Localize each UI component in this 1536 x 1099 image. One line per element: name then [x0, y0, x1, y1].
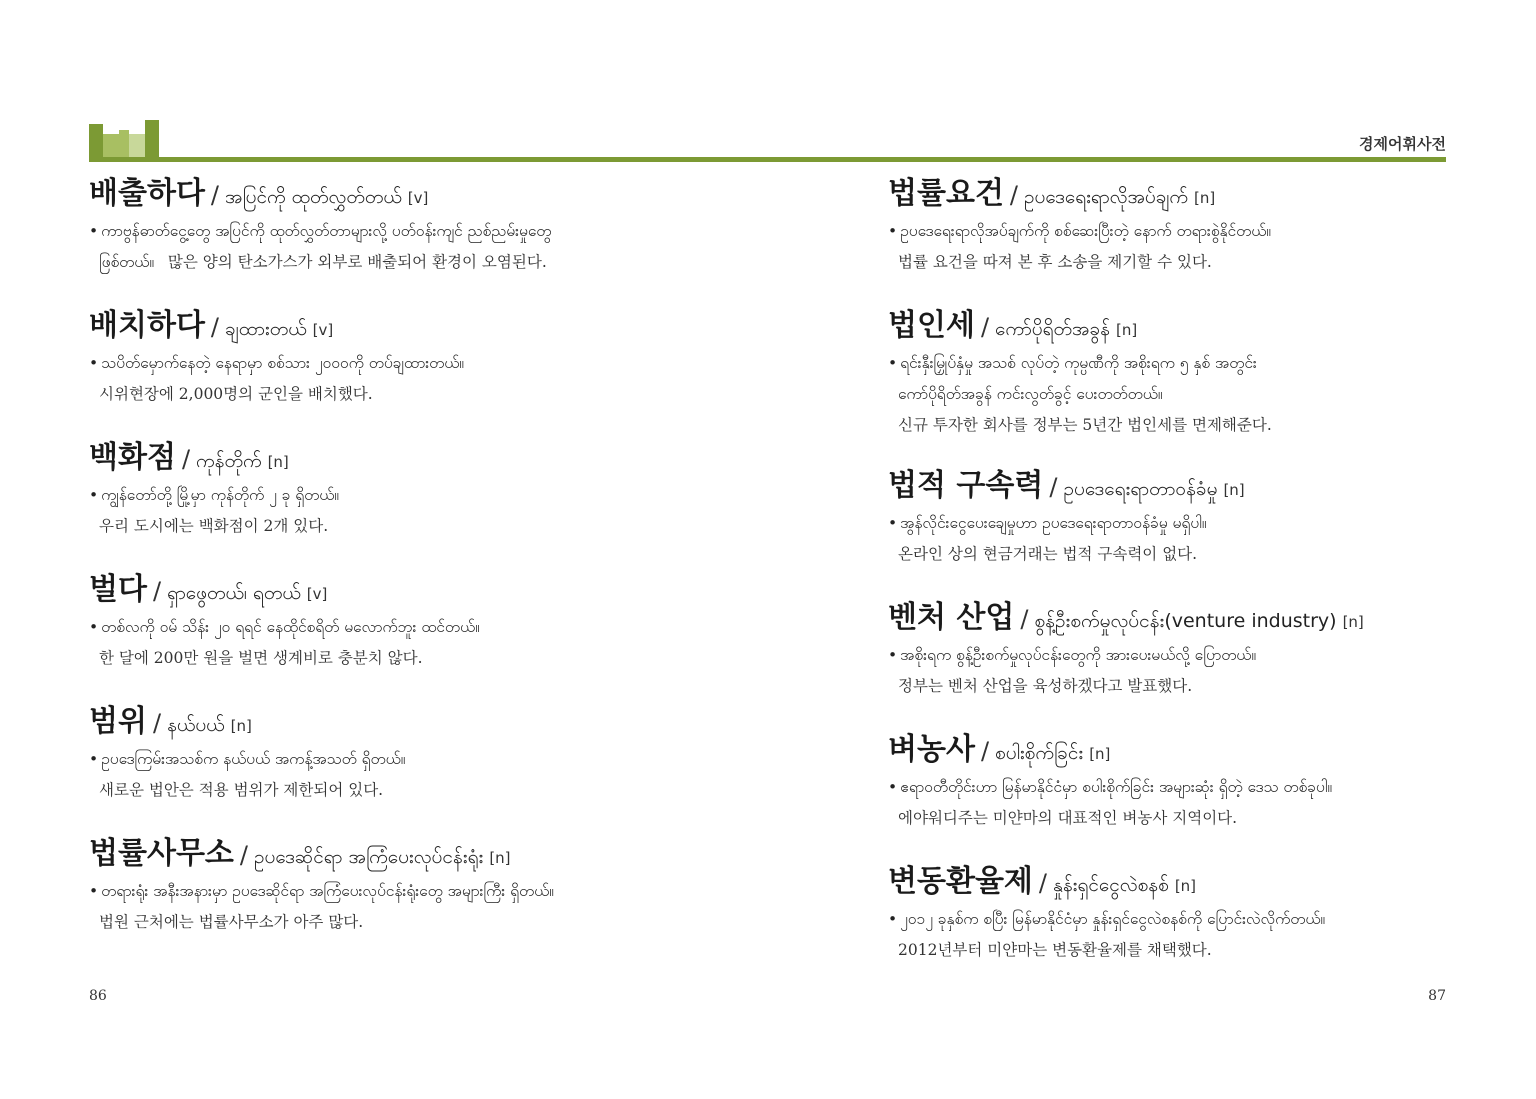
- example-korean: 신규 투자한 회사를 정부는 5년간 법인세를 면제해준다.: [898, 416, 1272, 434]
- example-myanmar: • ၂၀၁၂ ခုနှစ်က စပြီး မြန်မာနိုင်ငံမှာ နှုန်းရှင်ငွေလဲစနစ်ကို ပြောင်းလဲလိုက်တယ်။: [888, 910, 1326, 928]
- dictionary-entry: [888, 728, 1528, 860]
- entry-pos: [n]: [1223, 481, 1245, 499]
- example-korean: 한 달에 200만 원을 벌면 생계비로 충분치 않다.: [99, 649, 423, 667]
- example-myanmar: • သပိတ်မှောက်နေတဲ့ နေရာမှာ စစ်သား ၂၀၀၀ကို တပ်ချထားတယ်။: [89, 354, 464, 372]
- example-korean: 새로운 법안은 적용 범위가 제한되어 있다.: [99, 781, 384, 799]
- page-number-left: 86: [89, 988, 107, 1004]
- left-page-column: [89, 172, 729, 964]
- dictionary-entry: [89, 436, 729, 568]
- book-title: 경제어휘사전: [1359, 135, 1446, 153]
- example-korean: 온라인 상의 현금거래는 법적 구속력이 없다.: [898, 545, 1198, 563]
- entry-meaning: ချထားတယ်: [225, 318, 307, 340]
- dictionary-entry: [888, 172, 1528, 304]
- entry-heading: 변동환율제 / နှုန်းရှင်ငွေလဲစနစ် [n]: [888, 864, 1197, 899]
- example-myanmar: • ဥပဒေရေးရာလိုအပ်ချက်ကို စစ်ဆေးပြီးတဲ့ နောက် တရားစွဲနိုင်တယ်။: [888, 222, 1271, 240]
- example-myanmar: • ဥပဒေကြမ်းအသစ်က နယ်ပယ် အကန့်အသတ် ရှိတယ်။: [89, 750, 406, 768]
- entry-word: 법률요건: [888, 176, 1004, 211]
- dictionary-entry: [888, 860, 1528, 992]
- example-myanmar: • ကျွန်တော်တို့ မြို့မှာ ကုန်တိုက် ၂ ခု ရှိတယ်။: [89, 486, 339, 504]
- dictionary-entry: [888, 464, 1528, 596]
- example-myanmar: • တစ်လကို ဝမ် သိန်း ၂၀ ရရင် နေထိုင်စရိတ် မလောက်ဘူး ထင်တယ်။: [89, 618, 480, 636]
- entry-heading: 배치하다 / ချထားတယ် [v]: [89, 308, 334, 343]
- example-myanmar: • အစိုးရက စွန့်ဦးစက်မှုလုပ်ငန်းတွေကို အားပေးမယ်လို့ ပြောတယ်။: [888, 646, 1257, 664]
- example-korean: 우리 도시에는 백화점이 2개 있다.: [99, 517, 329, 535]
- example-korean: 법원 근처에는 법률사무소가 아주 많다.: [99, 913, 364, 931]
- example-korean: 많은 양의 탄소가스가 외부로 배출되어 환경이 오염된다.: [167, 253, 547, 271]
- entry-heading: 법률요건 / ဥပဒေရေးရာလိုအပ်ချက် [n]: [888, 176, 1216, 211]
- example-korean: 2012년부터 미얀마는 변동환율제를 채택했다.: [898, 941, 1212, 959]
- example-myanmar: • ရင်းနှီးမြှုပ်နှံမှု အသစ် လုပ်တဲ့ ကုမ္ပဏီကို အစိုးရက ၅ နှစ် အတွင်း: [888, 354, 1257, 372]
- entry-word: 배치하다: [89, 308, 205, 343]
- entry-word: 법적 구속력: [888, 468, 1044, 503]
- entry-heading: 법인세 / ကော်ပိုရိတ်အခွန် [n]: [888, 308, 1138, 343]
- entry-meaning: ဥပဒေဆိုင်ရာ အကြံပေးလုပ်ငန်းရုံး: [254, 846, 484, 868]
- entry-word: 백화점: [89, 440, 176, 475]
- example-myanmar-cont: ဖြစ်တယ်။ 많은 양의 탄소가스가 외부로 배출되어 환경이 오염된다.: [99, 253, 547, 271]
- entry-word: 변동환율제: [888, 864, 1033, 899]
- dictionary-entry: [89, 700, 729, 832]
- example-korean: 법률 요건을 따져 본 후 소송을 제기할 수 있다.: [898, 253, 1212, 271]
- dictionary-entry: [89, 568, 729, 700]
- dictionary-entry: [89, 832, 729, 964]
- entry-pos: [n]: [1089, 745, 1111, 763]
- entry-word: 벼농사: [888, 732, 975, 767]
- entry-pos: [n]: [230, 717, 252, 735]
- entry-meaning: စပါးစိုက်ခြင်း: [995, 742, 1084, 764]
- example-myanmar-cont: ကော်ပိုရိတ်အခွန် ကင်းလွတ်ခွင့် ပေးတတ်တယ်။: [898, 385, 1163, 403]
- entry-pos: [n]: [1342, 613, 1364, 631]
- entry-meaning: အပြင်ကို ထုတ်လွှတ်တယ်: [225, 186, 402, 208]
- entry-pos: [n]: [1174, 877, 1197, 895]
- entry-meaning: ဥပဒေရေးရာလိုအပ်ချက်: [1024, 186, 1189, 208]
- header-rule: [89, 157, 1446, 162]
- entry-heading: 법적 구속력 / ဥပဒေရေးရာတာဝန်ခံမှု [n]: [888, 468, 1245, 503]
- entry-heading: 범위 / နယ်ပယ် [n]: [89, 704, 252, 739]
- entry-meaning: နှုန်းရှင်ငွေလဲစနစ်: [1053, 874, 1169, 896]
- entry-pos: [v]: [306, 585, 328, 603]
- entry-meaning: စွန့်ဦးစက်မှုလုပ်ငန်း(venture industry): [1034, 610, 1337, 632]
- entry-meaning: ကော်ပိုရိတ်အခွန်: [995, 318, 1110, 340]
- dictionary-entry: [888, 304, 1528, 464]
- entry-heading: 벼농사 / စပါးစိုက်ခြင်း [n]: [888, 732, 1111, 767]
- entry-heading: 벤처 산업 / စွန့်ဦးစက်မှုလုပ်ငန်း(venture industry) [n]: [888, 600, 1364, 635]
- page-number-right: 87: [1428, 988, 1446, 1004]
- entry-heading: 벌다 / ရှာဖွေတယ်၊ ရတယ် [v]: [89, 572, 328, 607]
- right-page-column: [888, 172, 1528, 992]
- dictionary-entry: [888, 596, 1528, 728]
- entry-heading: 법률사무소 / ဥပဒေဆိုင်ရာ အကြံပေးလုပ်ငန်းရုံး [n]: [89, 836, 511, 871]
- entry-word: 범위: [89, 704, 147, 739]
- entry-word: 법률사무소: [89, 836, 234, 871]
- example-myanmar: • ဧရာဝတီတိုင်းဟာ မြန်မာနိုင်ငံမှာ စပါးစိုက်ခြင်း အများဆုံး ရှိတဲ့ ဒေသ တစ်ခုပါ။: [888, 778, 1333, 796]
- entry-heading: 배출하다 / အပြင်ကို ထုတ်လွှတ်တယ် [v]: [89, 176, 429, 211]
- entry-word: 법인세: [888, 308, 975, 343]
- entry-pos: [v]: [312, 321, 334, 339]
- entry-pos: [n]: [267, 453, 289, 471]
- entry-meaning: ဥပဒေရေးရာတာဝန်ခံမှု: [1063, 478, 1218, 500]
- example-myanmar: • တရားရုံး အနီးအနားမှာ ဥပဒေဆိုင်ရာ အကြံပေးလုပ်ငန်းရုံးတွေ အများကြီး ရှိတယ်။: [89, 882, 554, 900]
- entry-pos: [v]: [407, 189, 429, 207]
- example-korean: 시위현장에 2,000명의 군인을 배치했다.: [99, 385, 373, 403]
- entry-pos: [n]: [1194, 189, 1216, 207]
- example-korean: 정부는 벤처 산업을 육성하겠다고 발표했다.: [898, 677, 1193, 695]
- entry-pos: [n]: [1115, 321, 1138, 339]
- entry-heading: 백화점 / ကုန်တိုက် [n]: [89, 440, 289, 475]
- header-decoration: [89, 118, 159, 160]
- entry-meaning: ရှာဖွေတယ်၊ ရတယ်: [167, 582, 301, 604]
- example-korean: 에야워디주는 미얀마의 대표적인 벼농사 지역이다.: [898, 809, 1238, 827]
- dictionary-entry: [89, 304, 729, 436]
- entry-word: 벌다: [89, 572, 147, 607]
- example-myanmar: • ကာဗွန်ဓာတ်ငွေ့တွေ အပြင်ကို ထုတ်လွှတ်တာများလို့ ပတ်ဝန်းကျင် ညစ်ညမ်းမှုတွေ: [89, 222, 552, 240]
- entry-word: 벤처 산업: [888, 600, 1015, 635]
- entry-meaning: နယ်ပယ်: [167, 714, 225, 736]
- example-myanmar: • အွန်လိုင်းငွေပေးချေမှုဟာ ဥပဒေရေးရာတာဝန်ခံမှု မရှိပါ။: [888, 514, 1207, 532]
- entry-word: 배출하다: [89, 176, 205, 211]
- entry-pos: [n]: [489, 849, 511, 867]
- dictionary-entry: [89, 172, 729, 304]
- entry-meaning: ကုန်တိုက်: [196, 450, 262, 472]
